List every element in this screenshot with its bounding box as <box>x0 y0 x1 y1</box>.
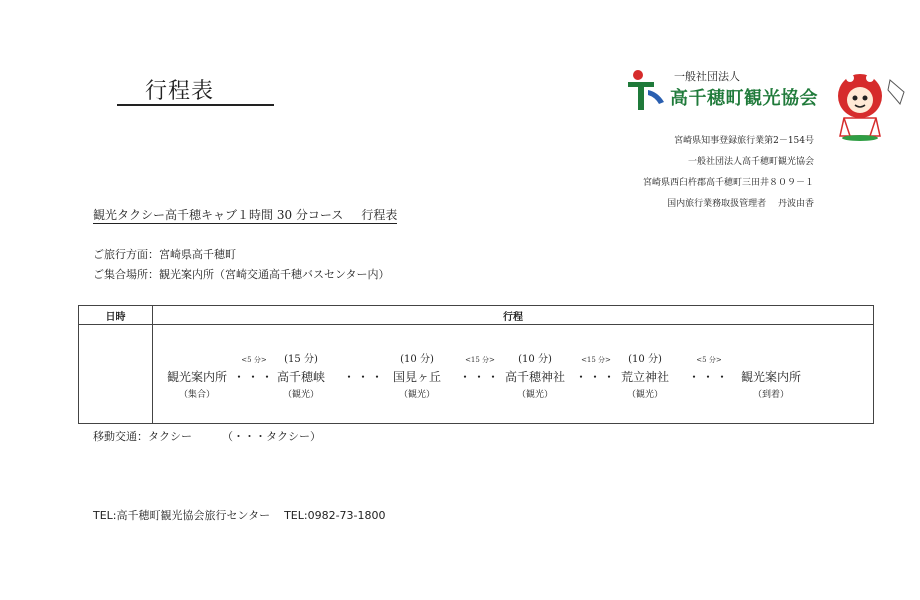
stop-6 <box>741 353 801 403</box>
stop-1 <box>167 353 227 403</box>
stop-name: 荒立神社 <box>621 370 670 384</box>
agency-registration: 宮崎県知事登録旅行業第2－154号 <box>674 136 814 146</box>
agency-manager: 国内旅行業務取扱管理者 丹波由香 <box>667 199 814 209</box>
leg-5: <5 分> ・・・ <box>688 353 730 387</box>
leg-time: <15 分> <box>581 356 611 364</box>
leg-1: <5 分> ・・・ <box>233 353 275 387</box>
meeting-place-line: ご集合場所：観光案内所（宮崎交通高千穂バスセンター内） <box>93 268 390 281</box>
stop-3 <box>393 353 441 403</box>
stop-name: 国見ヶ丘 <box>393 370 442 384</box>
stop-kind: （集合） <box>179 390 216 400</box>
course-title <box>93 208 397 224</box>
stop-kind: （観光） <box>399 390 436 400</box>
stop-kind: （観光） <box>627 390 664 400</box>
transport-line <box>93 428 321 444</box>
date-cell <box>79 325 153 424</box>
stop-name: 観光案内所 <box>741 370 802 384</box>
stop-duration: (15 分) <box>284 354 318 365</box>
stop-4 <box>505 353 565 403</box>
page-title: 行程表 <box>145 79 215 104</box>
stop-name: 観光案内所 <box>167 370 228 384</box>
leg-4: <15 分> ・・・ <box>575 353 617 387</box>
agency-details <box>514 131 814 215</box>
stop-kind: （観光） <box>517 390 554 400</box>
leg-time: <5 分> <box>696 356 722 364</box>
itinerary-cell <box>153 325 874 424</box>
stop-duration: (10 分) <box>400 354 434 365</box>
course-name: 観光タクシー高千穂キャブ１時間 30 分コース <box>93 208 344 222</box>
agency-address: 宮崎県西臼杵郡高千穂町三田井８０９－１ <box>642 178 814 188</box>
stop-2 <box>277 353 325 403</box>
mascot-icon <box>830 70 906 142</box>
stop-5 <box>621 353 669 403</box>
header-itinerary: 行程 <box>153 306 874 325</box>
contact-line <box>93 507 386 523</box>
logo-mark-icon <box>624 68 668 112</box>
itinerary-table <box>78 305 874 424</box>
destination-line: ご旅行方面：宮崎県高千穂町 <box>93 248 236 261</box>
course-suffix: 行程表 <box>361 208 398 222</box>
tel-label: TEL:高千穂町観光協会旅行センター <box>93 509 271 522</box>
stop-duration: (10 分) <box>518 354 552 365</box>
agency-name: 一般社団法人高千穂町観光協会 <box>687 157 814 167</box>
stop-name: 高千穂神社 <box>505 370 566 384</box>
transport-note: （・・・タクシー） <box>222 430 321 443</box>
leg-time: <15 分> <box>465 356 495 364</box>
stop-kind: （到着） <box>753 390 790 400</box>
stop-name: 高千穂峡 <box>277 370 326 384</box>
leg-3: <15 分> ・・・ <box>459 353 501 387</box>
transport-main: 移動交通：タクシー <box>93 430 192 443</box>
leg-2: ・・・ <box>343 370 386 384</box>
stop-duration: (10 分) <box>628 354 662 365</box>
logo-name: 高千穂町観光協会 <box>670 88 818 109</box>
logo-subtitle: 一般社団法人 <box>674 70 740 83</box>
stop-kind: （観光） <box>283 390 320 400</box>
association-logo <box>624 68 818 114</box>
tel-number: TEL:0982-73-1800 <box>284 509 386 522</box>
leg-time: <5 分> <box>241 356 267 364</box>
route <box>153 325 873 423</box>
header-date: 日時 <box>79 306 153 325</box>
